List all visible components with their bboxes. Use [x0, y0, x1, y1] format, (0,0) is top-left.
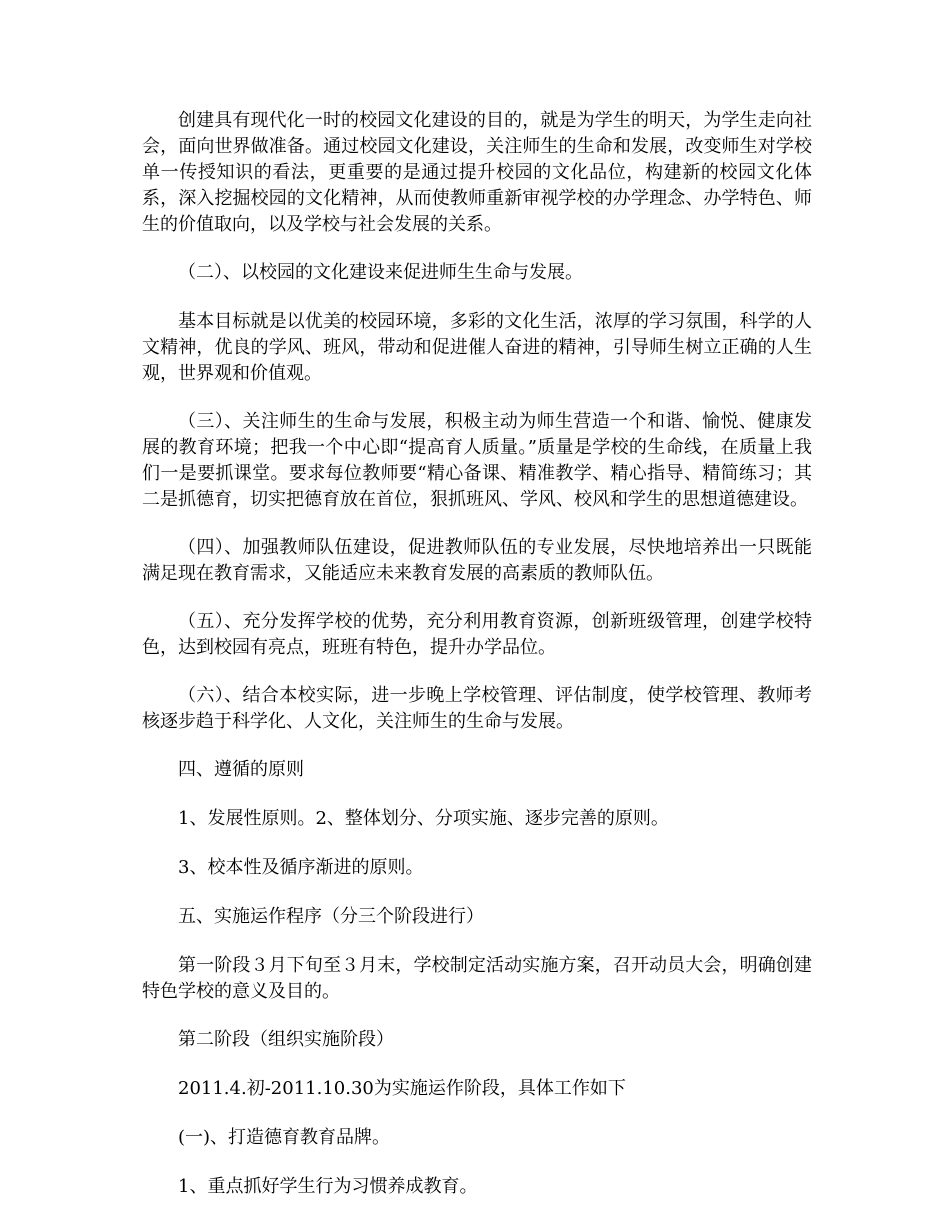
item-behavior-habits: 1、重点抓好学生行为习惯养成教育。 — [178, 1176, 478, 1197]
heading-stage-2: 第二阶段（组织实施阶段） — [178, 1029, 394, 1050]
paragraph-stage-2-dates: 2011.4.初-2011.10.30为实施运作阶段，具体工作如下 — [178, 1078, 626, 1099]
paragraph-campus-culture-purpose: 创建具有现代化一时的校园文化建设的目的，就是为学生的明天，为学生走向社会，面向世界做准备。通过校园文化建设，关注师生的生命和发展，改变师生对学校单一传授知识的看法，更重要的是通过提升校园的文化品位，构建新的校园文化体系，深入挖掘校园的文化精神，从而使教师重新审视学校的办学理念、办学特色、师生的价值取向，以及学校与社会发展的关系。 — [142, 110, 812, 235]
heading-section-2: （二）、以校园的文化建设来促进师生生命与发展。 — [178, 262, 583, 283]
principle-1-2: 1、发展性原则。2、整体划分、分项实施、逐步完善的原则。 — [178, 808, 669, 829]
document-page — [142, 108, 812, 1223]
paragraph-section-3: （三）、关注师生的生命与发展，积极主动为师生营造一个和谐、愉悦、健康发展的教育环境；把我一个中心即“提高育人质量。”质量是学校的生命线，在质量上我们一是要抓课堂。要求每位教师要“精心备课、精准教学、精心指导、精简练习；其二是抓德育，切实把德育放在首位，狠抓班风、学风、校风和学生的思想道德建设。 — [142, 411, 812, 510]
paragraph-stage-1: 第一阶段３月下旬至３月末，学校制定活动实施方案，召开动员大会，明确创建特色学校的意义及目的。 — [142, 955, 812, 1002]
heading-principles: 四、遵循的原则 — [178, 759, 304, 780]
paragraph-section-5: （五）、充分发挥学校的优势，充分利用教育资源，创新班级管理，创建学校特色，达到校园有亮点，班班有特色，提升办学品位。 — [142, 611, 812, 658]
principle-3: 3、校本性及循序渐进的原则。 — [178, 857, 424, 878]
heading-moral-education: (一)、打造德育教育品牌。 — [178, 1127, 391, 1148]
heading-implementation: 五、实施运作程序（分三个阶段进行） — [178, 906, 484, 927]
paragraph-section-6: （六）、结合本校实际，进一步晚上学校管理、评估制度，使学校管理、教师考核逐步趋于科学化、人文化，关注师生的生命与发展。 — [142, 685, 812, 732]
paragraph-basic-goal: 基本目标就是以优美的校园环境，多彩的文化生活，浓厚的学习氛围，科学的人文精神，优良的学风、班风，带动和促进催人奋进的精神，引导师生树立正确的人生观，世界观和价值观。 — [142, 311, 812, 384]
paragraph-section-4: （四）、加强教师队伍建设，促进教师队伍的专业发展，尽快地培养出一只既能满足现在教育需求，又能适应未来教育发展的高素质的教师队伍。 — [142, 537, 812, 584]
